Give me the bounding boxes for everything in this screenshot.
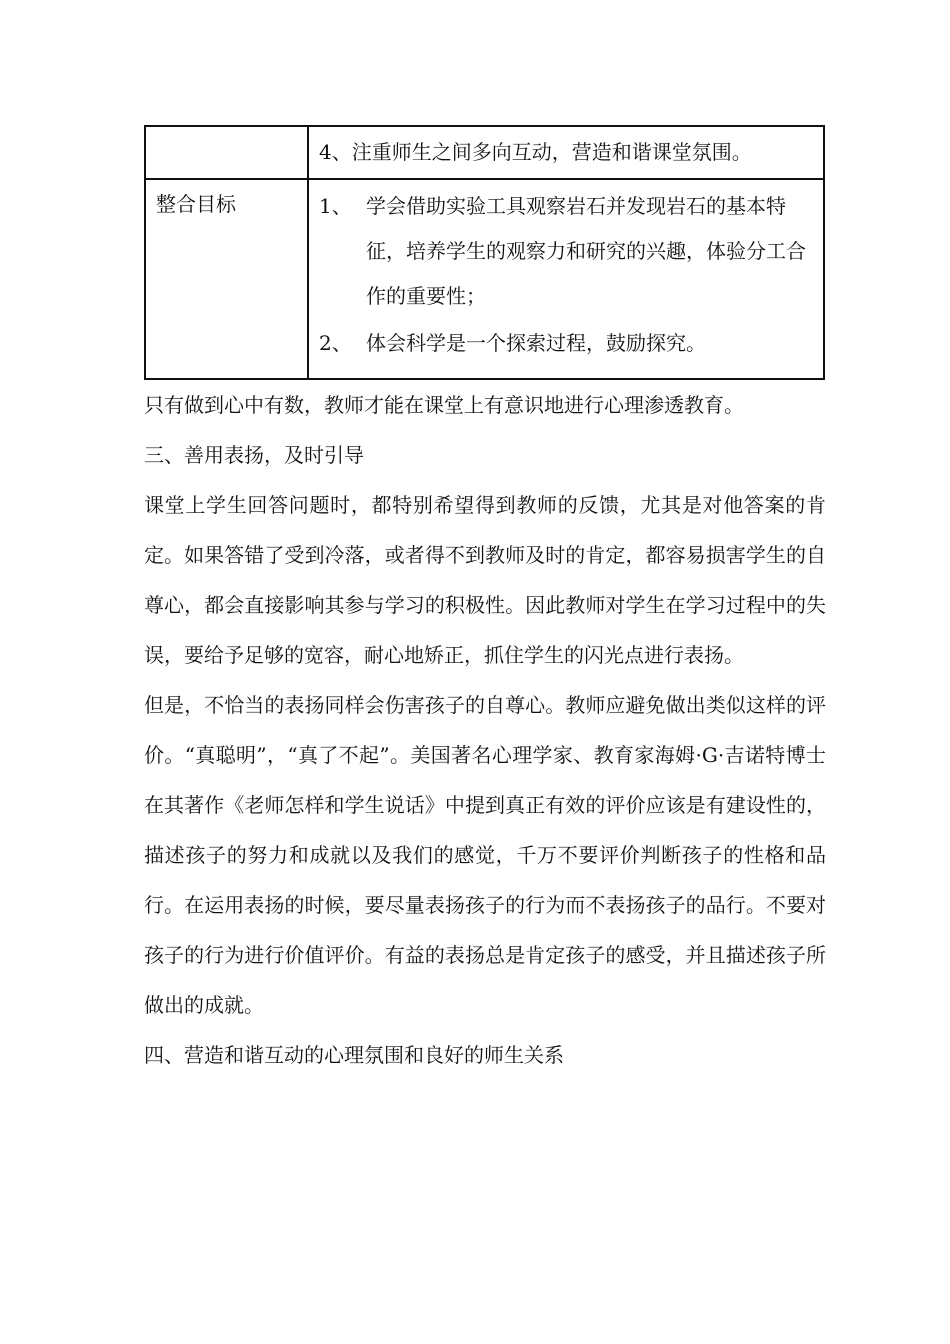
goal-item-text: 学会借助实验工具观察岩石并发现岩石的基本特征，培养学生的观察力和研究的兴趣，体验分工合作的重要性； — [366, 194, 806, 308]
table-label-cell — [145, 126, 308, 179]
paragraph-praise: 但是，不恰当的表扬同样会伤害孩子的自尊心。教师应避免做出类似这样的评价。“真聪明”，“真了不起”。美国著名心理学家、教育家海姆·G·吉诺特博士在其著作《老师怎样和学生说话》中提到真正有效的评价应该是有建设性的，描述孩子的努力和成就以及我们的感觉，千万不要评价判断孩子的性格和品行。在运用表扬的时候，要尽量表扬孩子的行为而不表扬孩子的品行。不要对孩子的行为进行价值评价。有益的表扬总是肯定孩子的感受，并且描述孩子所做出的成就。 — [144, 693, 826, 1017]
integration-goals-label: 整合目标 — [156, 192, 236, 216]
goal-item-text: 体会科学是一个探索过程，鼓励探究。 — [366, 331, 706, 355]
section-heading-4: 四、营造和谐互动的心理氛围和良好的师生关系 — [144, 1043, 564, 1067]
goals-table — [144, 125, 825, 380]
goal-item-2 — [319, 325, 817, 361]
goal-item-1 — [319, 184, 817, 319]
section-heading-3: 三、善用表扬，及时引导 — [144, 443, 364, 467]
paragraph-conclusion: 只有做到心中有数，教师才能在课堂上有意识地进行心理渗透教育。 — [144, 393, 744, 417]
paragraph-feedback: 课堂上学生回答问题时，都特别希望得到教师的反馈，尤其是对他答案的肯定。如果答错了受到冷落，或者得不到教师及时的肯定，都容易损害学生的自尊心，都会直接影响其参与学习的积极性。因此教师对学生在学习过程中的失误，要给予足够的宽容，耐心地矫正，抓住学生的闪光点进行表扬。 — [144, 493, 826, 667]
table-label-cell — [145, 179, 308, 379]
document-body — [144, 380, 826, 1080]
goal-item-4: 4、注重师生之间多向互动，营造和谐课堂氛围。 — [319, 140, 752, 164]
goal-item-number: 1、 — [319, 194, 352, 218]
table-row — [145, 126, 824, 179]
goal-item-number: 2、 — [319, 331, 352, 355]
table-content-cell — [308, 179, 824, 379]
table-row — [145, 179, 824, 379]
table-content-cell — [308, 126, 824, 179]
